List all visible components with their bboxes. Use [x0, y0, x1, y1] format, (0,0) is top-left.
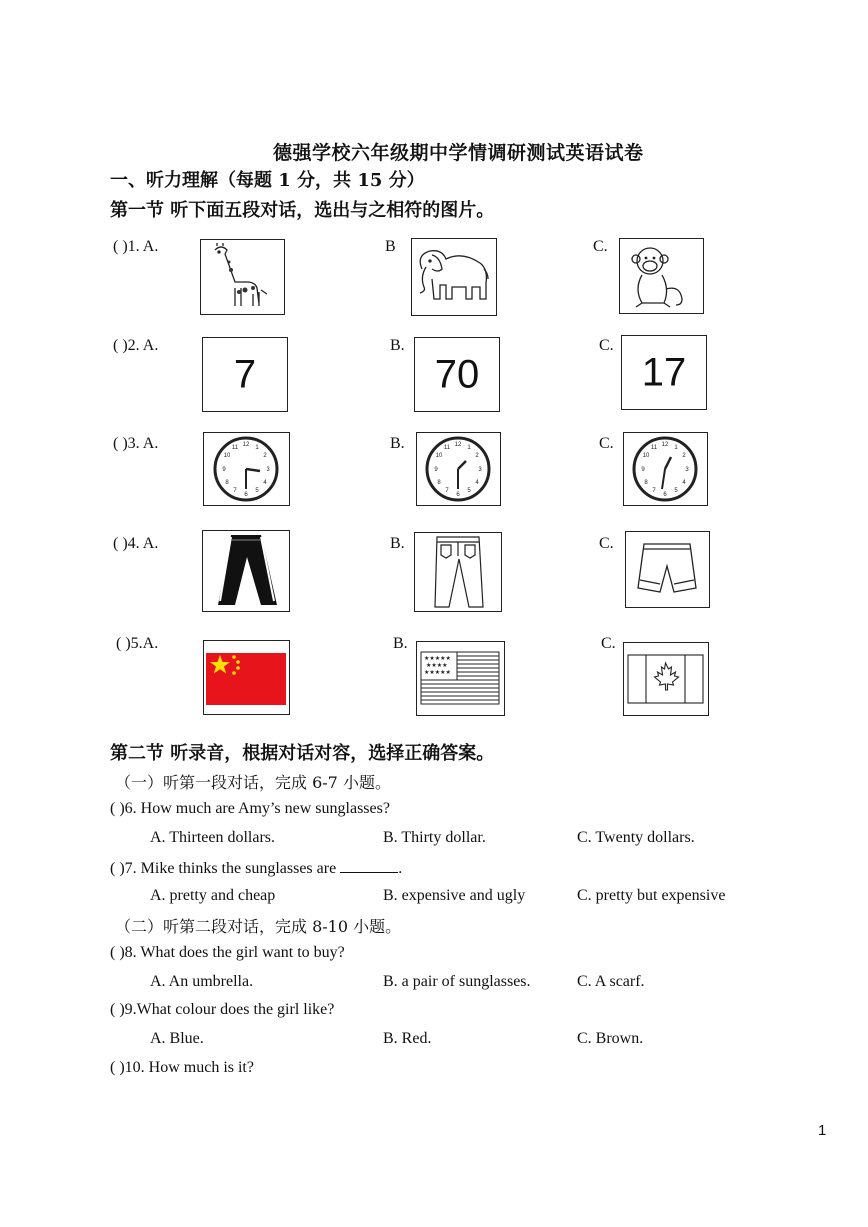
clock-picture-a [203, 432, 290, 506]
page-number: 1 [818, 1122, 827, 1139]
q3-option-c-label: C. [599, 435, 614, 452]
clock-icon-a [204, 433, 288, 504]
track-pants-icon [203, 531, 288, 610]
usa-flag-picture [416, 641, 505, 716]
svg-text:5: 5 [674, 488, 678, 494]
svg-text:2: 2 [263, 453, 267, 459]
usa-flag-icon [417, 642, 503, 714]
q8-option-a: A. An umbrella. [150, 973, 254, 990]
question-9: ( )9.What colour does the girl like? [110, 1001, 335, 1018]
svg-text:10: 10 [223, 453, 231, 459]
shorts-picture [625, 531, 710, 608]
q4-option-b-label: B. [390, 535, 405, 552]
question-6: ( )6. How much are Amy’s new sunglasses? [110, 800, 390, 817]
giraffe-icon [201, 240, 283, 313]
svg-text:★★★★: ★★★★ [426, 662, 448, 669]
svg-text:12: 12 [454, 442, 462, 448]
q1-option-b-label: B [385, 238, 396, 255]
svg-text:3: 3 [478, 467, 482, 473]
svg-text:4: 4 [682, 480, 686, 486]
exam-title: 德强学校六年级期中学情调研测试英语试卷 [273, 142, 644, 164]
canada-flag-picture [623, 642, 709, 716]
number-a: 7 [233, 352, 257, 396]
svg-text:4: 4 [475, 480, 479, 486]
svg-text:1: 1 [467, 445, 471, 451]
svg-text:9: 9 [222, 467, 226, 473]
svg-text:9: 9 [641, 467, 645, 473]
q7-option-a: A. pretty and cheap [150, 887, 276, 904]
svg-text:8: 8 [225, 480, 229, 486]
svg-text:2: 2 [682, 453, 686, 459]
svg-text:★★★★★: ★★★★★ [424, 669, 451, 676]
svg-text:2: 2 [475, 453, 479, 459]
q2-option-c-label: C. [599, 337, 614, 354]
number-b: 70 [434, 352, 480, 396]
svg-text:12: 12 [242, 442, 250, 448]
q6-option-a: A. Thirteen dollars. [150, 829, 276, 846]
elephant-picture [411, 238, 497, 316]
jeans-picture [414, 532, 502, 612]
svg-text:11: 11 [650, 445, 658, 451]
q6-option-c: C. Twenty dollars. [577, 829, 695, 846]
q5-option-b-label: B. [393, 635, 408, 652]
q1-option-c-label: C. [593, 238, 608, 255]
q3-label: ( )3. A. [113, 435, 159, 452]
canada-flag-icon [624, 643, 707, 714]
svg-text:10: 10 [642, 453, 650, 459]
svg-text:5: 5 [255, 488, 259, 494]
q8-option-b: B. a pair of sunglasses. [383, 973, 531, 990]
svg-text:7: 7 [445, 488, 449, 494]
number-card-a [202, 337, 288, 412]
svg-text:4: 4 [263, 480, 267, 486]
q5-label: ( )5.A. [116, 635, 159, 652]
svg-text:7: 7 [233, 488, 237, 494]
giraffe-picture [200, 239, 285, 315]
clock-icon-c [624, 433, 706, 504]
svg-text:11: 11 [231, 445, 239, 451]
svg-text:3: 3 [266, 467, 270, 473]
svg-text:1: 1 [255, 445, 259, 451]
svg-text:6: 6 [663, 492, 667, 498]
svg-text:11: 11 [443, 445, 451, 451]
q4-label: ( )4. A. [113, 535, 159, 552]
clock-icon-b [417, 433, 499, 504]
svg-text:★★★★★: ★★★★★ [424, 655, 451, 662]
q3-option-b-label: B. [390, 435, 405, 452]
q9-option-a: A. Blue. [150, 1030, 204, 1047]
china-flag-picture [203, 640, 290, 715]
question-7-text: ( )7. Mike thinks the sunglasses are [110, 860, 341, 877]
question-7-end: . [398, 860, 403, 877]
section1-heading: 第一节 听下面五段对话，选出与之相符的图片。 [110, 200, 495, 221]
q4-option-c-label: C. [599, 535, 614, 552]
clock-picture-b [416, 432, 501, 506]
svg-text:12: 12 [661, 442, 669, 448]
section2-heading: 第二节 听录音，根据对话对容，选择正确答案。 [110, 743, 495, 764]
group1-heading: （一）听第一段对话，完成 6-7 小题。 [115, 773, 391, 792]
svg-text:8: 8 [437, 480, 441, 486]
group2-heading: （二）听第二段对话，完成 8-10 小题。 [115, 917, 402, 936]
shorts-icon [626, 532, 708, 606]
number-card-b [414, 337, 500, 412]
number-card-c [621, 335, 707, 410]
svg-text:5: 5 [467, 488, 471, 494]
question-7 [110, 858, 402, 878]
part1-heading: 一、听力理解（每题 1 分，共 15 分） [110, 170, 425, 191]
svg-text:1: 1 [674, 445, 678, 451]
monkey-icon [620, 239, 702, 312]
svg-text:7: 7 [652, 488, 656, 494]
elephant-icon [412, 239, 495, 314]
q5-option-c-label: C. [601, 635, 616, 652]
svg-text:9: 9 [434, 467, 438, 473]
clock-picture-c [623, 432, 708, 506]
jeans-icon [415, 533, 500, 610]
svg-text:3: 3 [685, 467, 689, 473]
china-flag-icon [204, 641, 288, 713]
question-10: ( )10. How much is it? [110, 1059, 254, 1076]
q8-option-c: C. A scarf. [577, 973, 645, 990]
q9-option-b: B. Red. [383, 1030, 432, 1047]
q2-option-b-label: B. [390, 337, 405, 354]
svg-text:10: 10 [435, 453, 443, 459]
svg-text:6: 6 [456, 492, 460, 498]
q1-label: ( )1. A. [113, 238, 159, 255]
svg-text:8: 8 [644, 480, 648, 486]
q7-option-c: C. pretty but expensive [577, 887, 726, 904]
number-c: 17 [641, 350, 687, 394]
q9-option-c: C. Brown. [577, 1030, 644, 1047]
svg-text:6: 6 [244, 492, 248, 498]
q7-option-b: B. expensive and ugly [383, 887, 526, 904]
monkey-picture [619, 238, 704, 314]
answer-blank [340, 858, 398, 873]
question-8: ( )8. What does the girl want to buy? [110, 944, 345, 961]
q6-option-b: B. Thirty dollar. [383, 829, 486, 846]
q2-label: ( )2. A. [113, 337, 159, 354]
track-pants-picture [202, 530, 290, 612]
